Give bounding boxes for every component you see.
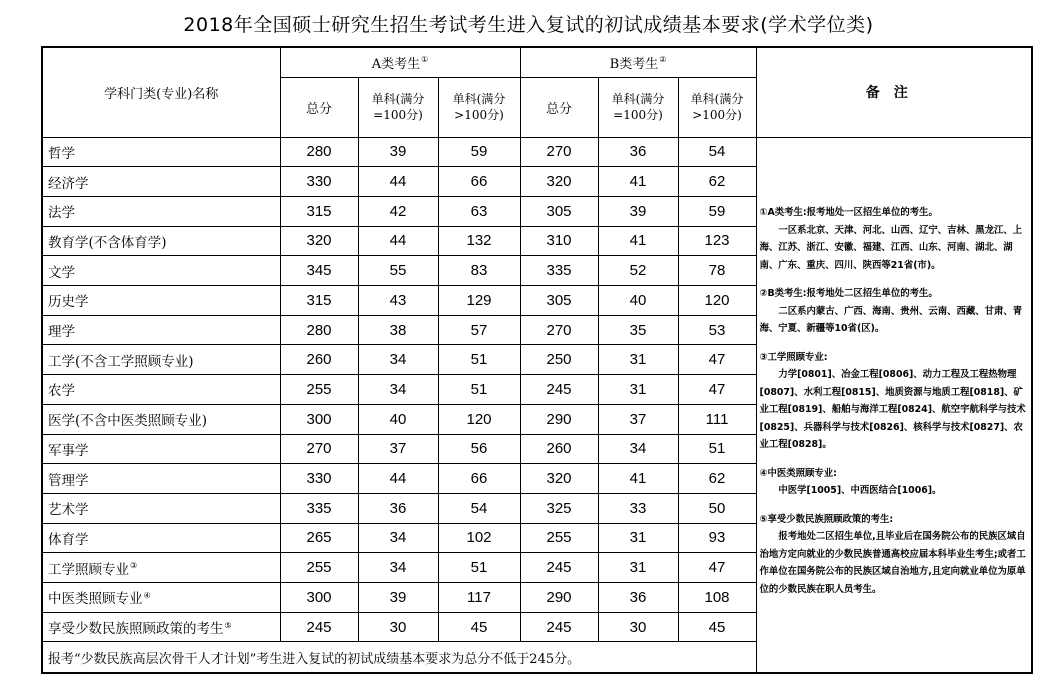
a-single-100-cell: 43 <box>358 286 438 316</box>
b-single-100-cell: 33 <box>598 493 678 523</box>
page-title: 2018年全国硕士研究生招生考试考生进入复试的初试成绩基本要求(学术学位类) <box>183 14 874 36</box>
a-total-cell: 330 <box>280 464 358 494</box>
b-single-gt100-cell: 93 <box>678 523 756 553</box>
b-total-cell: 290 <box>520 583 598 613</box>
b-total-cell: 245 <box>520 375 598 405</box>
subject-header: 学科门类(专业)名称 <box>42 47 280 137</box>
group-a-header: A类考生① <box>280 47 520 77</box>
subject-cell: 管理学 <box>42 464 280 494</box>
footer-note: 报考“少数民族高层次骨干人才计划”考生进入复试的初试成绩基本要求为总分不低于245分。 <box>42 642 756 673</box>
b-single-100-cell: 41 <box>598 226 678 256</box>
note-3: ③工学照顾专业: 力学[0801]、冶金工程[0806]、动力工程及工程热物理[0807]、水利工程[0815]、地质资源与地质工程[0818]、矿业工程[0819]、船舶与海洋工程[0824]、航空宇航科学与技术[0825]、兵器科学与技术[0826]、核科学与技术[0827]、农业工程[0828]。 <box>759 351 1026 451</box>
a-single-100-cell: 42 <box>358 196 438 226</box>
b-total-cell: 325 <box>520 493 598 523</box>
b-single-100-cell: 37 <box>598 404 678 434</box>
remarks-cell <box>756 137 1032 673</box>
b-single-100-cell: 31 <box>598 345 678 375</box>
a-single-100-cell: 44 <box>358 464 438 494</box>
group-b-header: B类考生② <box>520 47 756 77</box>
b-single-100-cell: 41 <box>598 167 678 197</box>
b-total-cell: 335 <box>520 256 598 286</box>
b-single-100-cell: 31 <box>598 523 678 553</box>
a-total-cell: 255 <box>280 553 358 583</box>
a-single-gt100-cell: 45 <box>438 612 520 642</box>
b-total-cell: 320 <box>520 167 598 197</box>
a-single-100-cell: 38 <box>358 315 438 345</box>
b-single-100-cell: 31 <box>598 375 678 405</box>
subject-cell: 艺术学 <box>42 493 280 523</box>
b-total-cell: 255 <box>520 523 598 553</box>
b-total-cell: 250 <box>520 345 598 375</box>
subject-cell: 体育学 <box>42 523 280 553</box>
a-single-gt100-cell: 51 <box>438 553 520 583</box>
a-single-gt100-cell: 51 <box>438 345 520 375</box>
a-single-100-cell: 37 <box>358 434 438 464</box>
subject-cell: 文学 <box>42 256 280 286</box>
b-total-cell: 305 <box>520 286 598 316</box>
b-single-gt100-cell: 47 <box>678 375 756 405</box>
a-single-gt100-cell: 57 <box>438 315 520 345</box>
score-table <box>41 46 1033 674</box>
a-single-100-cell: 30 <box>358 612 438 642</box>
a-single-100-cell: 39 <box>358 583 438 613</box>
b-total-cell: 310 <box>520 226 598 256</box>
note-1: ①A类考生:报考地处一区招生单位的考生。 一区系北京、天津、河北、山西、辽宁、吉林、黑龙江、上海、江苏、浙江、安徽、福建、江西、山东、河南、湖北、湖南、广东、重庆、四川、陕西等21省(市)。 <box>759 207 1023 271</box>
a-single-gt100-cell: 56 <box>438 434 520 464</box>
a-total-cell: 270 <box>280 434 358 464</box>
subject-cell: 农学 <box>42 375 280 405</box>
subject-cell: 工学照顾专业③ <box>42 553 280 583</box>
b-single-100-cell: 36 <box>598 583 678 613</box>
a-single-100-cell: 36 <box>358 493 438 523</box>
subject-cell: 军事学 <box>42 434 280 464</box>
a-total-header: 总分 <box>280 77 358 137</box>
subject-cell: 医学(不含中医类照顾专业) <box>42 404 280 434</box>
a-total-cell: 315 <box>280 286 358 316</box>
b-single-100-cell: 35 <box>598 315 678 345</box>
a-single-gt100-cell: 102 <box>438 523 520 553</box>
a-total-cell: 245 <box>280 612 358 642</box>
a-single-100-cell: 44 <box>358 226 438 256</box>
b-single-100-cell: 40 <box>598 286 678 316</box>
b-single-100-cell: 36 <box>598 137 678 167</box>
a-single-100-cell: 40 <box>358 404 438 434</box>
subject-cell: 理学 <box>42 315 280 345</box>
a-total-cell: 300 <box>280 404 358 434</box>
b-total-cell: 305 <box>520 196 598 226</box>
subject-cell: 享受少数民族照顾政策的考生⑤ <box>42 612 280 642</box>
subject-cell: 教育学(不含体育学) <box>42 226 280 256</box>
a-total-cell: 320 <box>280 226 358 256</box>
a-single-gt100-cell: 83 <box>438 256 520 286</box>
b-single-gt100-cell: 53 <box>678 315 756 345</box>
b-single-gt100-cell: 45 <box>678 612 756 642</box>
a-single-gt100-cell: 66 <box>438 167 520 197</box>
a-total-cell: 280 <box>280 315 358 345</box>
a-total-cell: 265 <box>280 523 358 553</box>
a-single-100-header: 单科(满分 =100分) <box>358 77 438 137</box>
b-single-gt100-cell: 51 <box>678 434 756 464</box>
a-total-cell: 300 <box>280 583 358 613</box>
a-single-gt100-cell: 63 <box>438 196 520 226</box>
subject-cell: 工学(不含工学照顾专业) <box>42 345 280 375</box>
b-single-gt100-cell: 108 <box>678 583 756 613</box>
b-single-gt100-cell: 123 <box>678 226 756 256</box>
b-single-gt100-cell: 59 <box>678 196 756 226</box>
subject-cell: 法学 <box>42 196 280 226</box>
b-single-gt100-cell: 50 <box>678 493 756 523</box>
remarks-header: 备注 <box>756 47 1032 137</box>
note-5: ⑤享受少数民族照顾政策的考生: 报考地处二区招生单位,且毕业后在国务院公布的民族区域自治地方定向就业的少数民族普通高校应届本科毕业生考生;或者工作单位在国务院公布的民族区域自治地方,且定向就业单位为原单位的少数民族在职人员考生。 <box>759 513 1026 595</box>
b-single-100-cell: 41 <box>598 464 678 494</box>
b-total-cell: 245 <box>520 612 598 642</box>
b-single-gt100-cell: 120 <box>678 286 756 316</box>
b-single-100-header: 单科(满分 =100分) <box>598 77 678 137</box>
note-4: ④中医类照顾专业: 中医学[1005]、中西医结合[1006]。 <box>759 467 942 497</box>
a-total-cell: 260 <box>280 345 358 375</box>
b-single-100-cell: 34 <box>598 434 678 464</box>
b-single-gt100-cell: 111 <box>678 404 756 434</box>
a-single-100-cell: 34 <box>358 345 438 375</box>
b-single-gt100-cell: 62 <box>678 464 756 494</box>
b-single-100-cell: 39 <box>598 196 678 226</box>
b-total-cell: 270 <box>520 137 598 167</box>
a-single-gt100-header: 单科(满分 >100分) <box>438 77 520 137</box>
a-single-100-cell: 34 <box>358 375 438 405</box>
a-single-gt100-cell: 54 <box>438 493 520 523</box>
a-single-gt100-cell: 59 <box>438 137 520 167</box>
b-single-gt100-cell: 47 <box>678 553 756 583</box>
b-single-gt100-cell: 54 <box>678 137 756 167</box>
b-total-cell: 290 <box>520 404 598 434</box>
subject-cell: 哲学 <box>42 137 280 167</box>
note-2: ②B类考生:报考地处二区招生单位的考生。 二区系内蒙古、广西、海南、贵州、云南、西藏、甘肃、青海、宁夏、新疆等10省(区)。 <box>759 288 1023 335</box>
subject-cell: 经济学 <box>42 167 280 197</box>
a-single-100-cell: 34 <box>358 553 438 583</box>
b-total-cell: 270 <box>520 315 598 345</box>
b-single-gt100-cell: 78 <box>678 256 756 286</box>
b-single-100-cell: 30 <box>598 612 678 642</box>
subject-cell: 历史学 <box>42 286 280 316</box>
a-single-100-cell: 34 <box>358 523 438 553</box>
a-single-100-cell: 44 <box>358 167 438 197</box>
a-single-gt100-cell: 117 <box>438 583 520 613</box>
a-total-cell: 280 <box>280 137 358 167</box>
a-single-gt100-cell: 66 <box>438 464 520 494</box>
b-single-gt100-cell: 47 <box>678 345 756 375</box>
a-total-cell: 315 <box>280 196 358 226</box>
a-single-100-cell: 55 <box>358 256 438 286</box>
b-single-100-cell: 31 <box>598 553 678 583</box>
a-single-100-cell: 39 <box>358 137 438 167</box>
a-total-cell: 255 <box>280 375 358 405</box>
a-single-gt100-cell: 51 <box>438 375 520 405</box>
b-single-gt100-header: 单科(满分 >100分) <box>678 77 756 137</box>
a-total-cell: 335 <box>280 493 358 523</box>
a-single-gt100-cell: 132 <box>438 226 520 256</box>
b-total-header: 总分 <box>520 77 598 137</box>
b-total-cell: 245 <box>520 553 598 583</box>
a-single-gt100-cell: 129 <box>438 286 520 316</box>
a-total-cell: 345 <box>280 256 358 286</box>
a-total-cell: 330 <box>280 167 358 197</box>
b-total-cell: 320 <box>520 464 598 494</box>
a-single-gt100-cell: 120 <box>438 404 520 434</box>
table-row <box>42 137 1032 167</box>
b-single-gt100-cell: 62 <box>678 167 756 197</box>
subject-cell: 中医类照顾专业④ <box>42 583 280 613</box>
b-single-100-cell: 52 <box>598 256 678 286</box>
b-total-cell: 260 <box>520 434 598 464</box>
